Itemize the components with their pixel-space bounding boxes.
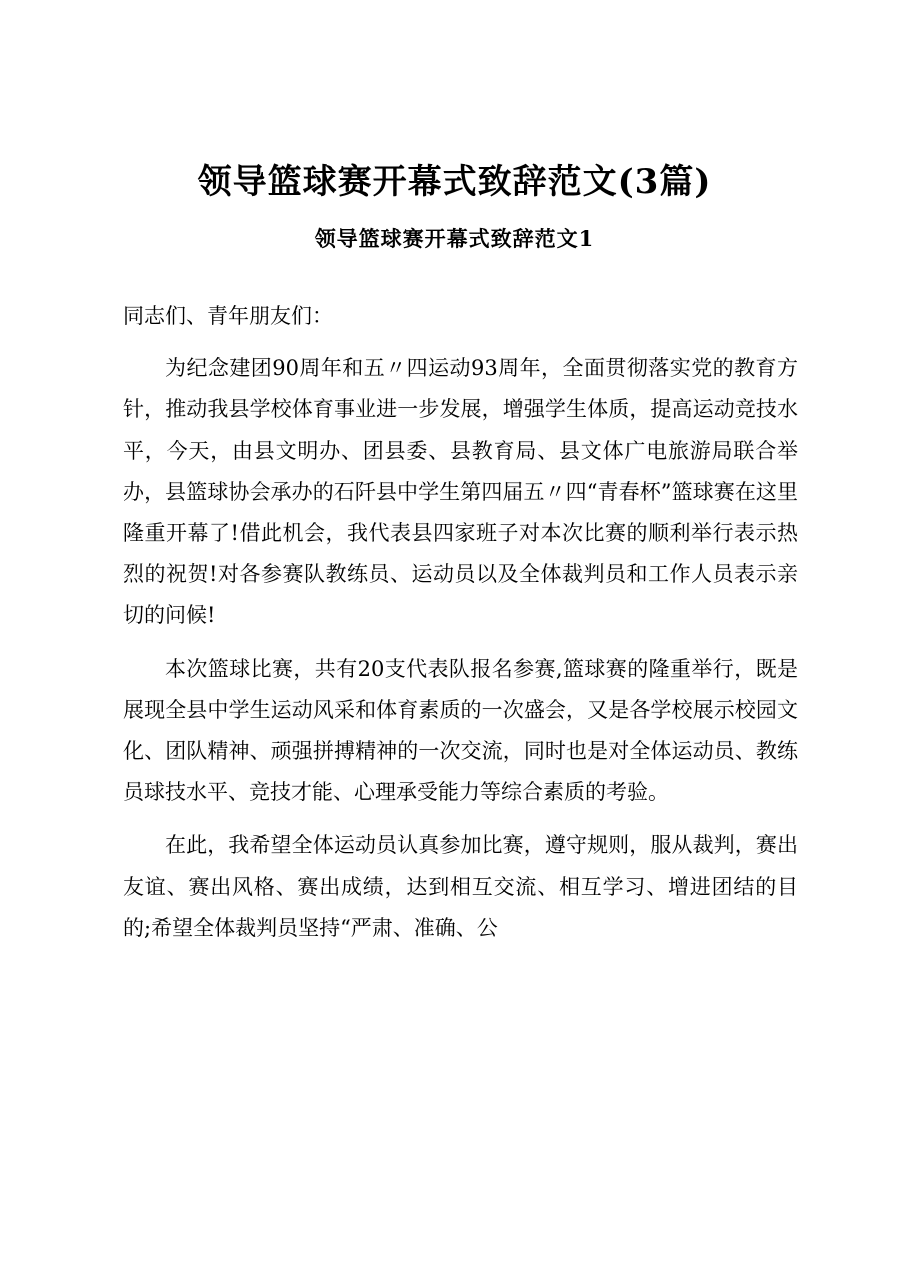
paragraph-1: 为纪念建团90周年和五〃四运动93周年，全面贯彻落实党的教育方针，推动我县学校体育事业进一步发展，增强学生体质，提高运动竞技水平，今天，由县文明办、团县委、县教育局、县文体广电旅游局联合举办，县篮球协会承办的石阡县中学生第四届五〃四“青春杯”篮球赛在这里隆重开幕了!借此机会，我代表县四家班子对本次比赛的顺利举行表示热烈的祝贺!对各参赛队教练员、运动员以及全体裁判员和工作人员表示亲切的问候!	[123, 356, 798, 628]
salutation: 同志们、青年朋友们：	[123, 304, 333, 328]
paragraph-2: 本次篮球比赛，共有20支代表队报名参赛,篮球赛的隆重举行，既是展现全县中学生运动风采和体育素质的一次盛会，又是各学校展示校园文化、团队精神、顽强拼搏精神的一次交流，同时也是对全体运动员、教练员球技水平、竞技才能、心理承受能力等综合素质的考验。	[123, 656, 798, 805]
section-title: 领导篮球赛开幕式致辞范文1	[314, 226, 595, 251]
paragraph-3: 在此，我希望全体运动员认真参加比赛，遵守规则，服从裁判，赛出友谊、赛出风格、赛出成绩，达到相互交流、相互学习、增进团结的目的;希望全体裁判员坚持“严肃、准确、公	[123, 833, 798, 940]
document-title: 领导篮球赛开幕式致辞范文(3篇)	[197, 162, 712, 202]
document-body	[123, 296, 798, 949]
